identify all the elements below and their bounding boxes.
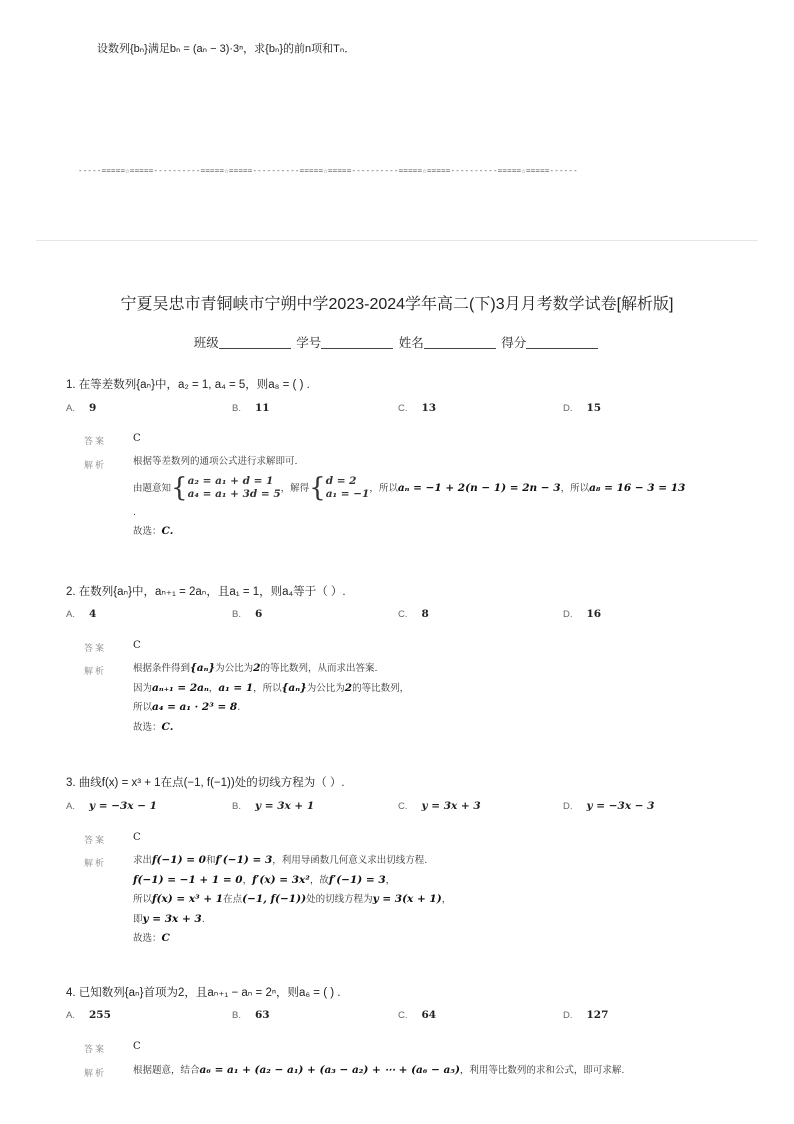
analysis-line (133, 1061, 624, 1081)
option-d[interactable] (563, 402, 601, 414)
page-divider (36, 240, 758, 241)
analysis-text: 故选： (133, 721, 162, 733)
analysis-text: 故选： (133, 526, 162, 537)
option-c[interactable] (398, 800, 481, 812)
formula: y = 3x + 3 (142, 912, 202, 925)
document-title: 宁夏吴忠市青铜峡市宁朔中学2023-2024学年高二(下)3月月考数学试卷[解析版] (120, 296, 674, 313)
analysis-text: ，利用等比数列的求和公式，即可求解. (459, 1065, 625, 1076)
option-b[interactable] (232, 800, 314, 812)
option-letter: D. (563, 403, 573, 414)
formula: f′(−1) = 3 (215, 854, 273, 866)
option-value: 4 (88, 608, 97, 620)
analysis-line (133, 890, 451, 910)
class-field[interactable] (194, 333, 293, 351)
answer-label: 答案 (84, 836, 107, 846)
name-label: 姓名 (398, 336, 424, 350)
analysis-text: ， (385, 874, 396, 886)
equation-system (326, 475, 370, 501)
option-letter: A. (66, 403, 75, 414)
analysis-line (133, 929, 451, 949)
class-blank (219, 336, 291, 349)
question-3-options (66, 800, 766, 816)
question-2-options (66, 608, 766, 624)
formula: (−1, f(−1)) (242, 893, 307, 905)
number-label: 学号 (296, 336, 322, 350)
analysis-text: 的等比数列， (352, 682, 410, 694)
option-value: 127 (586, 1009, 609, 1021)
analysis-text: ，解得 (280, 482, 310, 494)
option-d[interactable] (563, 1009, 608, 1021)
analysis-label: 解析 (84, 1069, 107, 1079)
formula: a₈ = 16 − 3 = 13 (589, 481, 686, 494)
option-value: y = −3x − 1 (88, 800, 157, 812)
formula: aₙ = −1 + 2(n − 1) = 2n − 3 (397, 481, 561, 494)
option-value: 255 (88, 1009, 111, 1021)
option-letter: C. (398, 403, 408, 414)
analysis-text: ，所以 (560, 482, 590, 494)
analysis-line: 根据等差数列的通项公式进行求解即可. (133, 456, 298, 467)
option-value: 63 (254, 1009, 270, 1021)
analysis-text: 的等比数列，从而求出答案. (260, 663, 378, 674)
analysis-line (133, 522, 685, 542)
analysis-text: 故选： (133, 933, 162, 944)
analysis-label: 解析 (84, 667, 107, 677)
answer-label: 答案 (84, 437, 107, 447)
question-2-stem: 2. 在数列{aₙ}中，aₙ₊₁ = 2aₙ，且a₁ = 1，则a₄等于（ ）. (66, 586, 346, 598)
option-c[interactable] (398, 608, 429, 620)
formula: C. (161, 525, 174, 537)
analysis-text: 为公比为 (215, 663, 254, 674)
question-1-stem: 1. 在等差数列{aₙ}中，a₂ = 1, a₄ = 5，则a₈ = ( ) . (66, 379, 310, 391)
name-blank (424, 336, 496, 349)
option-letter: D. (563, 1010, 573, 1021)
option-letter: C. (398, 1010, 408, 1021)
analysis-text: 由题意知 (133, 482, 172, 494)
analysis-line (133, 659, 409, 679)
formula: C. (161, 720, 174, 733)
score-label: 得分 (501, 336, 527, 350)
analysis-text: ， (441, 894, 452, 905)
option-d[interactable] (563, 608, 601, 620)
number-blank (321, 336, 393, 349)
score-field[interactable] (501, 333, 600, 351)
equation-system (188, 475, 281, 501)
option-value: y = −3x − 3 (586, 800, 655, 812)
analysis-text: 所以 (133, 894, 153, 905)
analysis-text: ， (242, 874, 253, 886)
question-2-answer: C (133, 640, 141, 651)
formula: f′(x) = 3x² (252, 873, 310, 886)
formula: C (161, 932, 170, 944)
option-c[interactable] (398, 402, 436, 414)
option-value: 16 (586, 608, 602, 620)
question-3-stem: 3. 曲线f(x) = x³ + 1在点(−1, f(−1))处的切线方程为（ ）. (66, 777, 345, 789)
option-value: 11 (254, 402, 270, 414)
formula: a₄ = a₁ · 2³ = 8 (152, 701, 238, 713)
analysis-line (133, 871, 451, 891)
question-4-options (66, 1009, 766, 1025)
equation: a₂ = a₁ + d = 1 (187, 475, 274, 487)
question-3-answer: C (133, 832, 141, 843)
formula: f′(−1) = 3 (328, 873, 386, 886)
analysis-text: 根据条件得到 (133, 663, 191, 674)
option-letter: D. (563, 609, 573, 620)
equation: a₁ = −1 (325, 488, 370, 500)
option-value: 13 (421, 402, 437, 414)
option-value: 6 (254, 608, 263, 620)
option-a[interactable] (66, 402, 96, 414)
analysis-line (133, 910, 451, 930)
option-letter: A. (66, 801, 75, 812)
analysis-label: 解析 (84, 461, 107, 471)
number-field[interactable] (296, 333, 395, 351)
analysis-line (133, 851, 451, 871)
answer-label: 答案 (84, 1045, 107, 1055)
question-4-stem: 4. 已知数列{aₙ}首项为2，且aₙ₊₁ − aₙ = 2ⁿ，则a₆ = ( ) . (66, 987, 341, 999)
analysis-text: 即 (133, 913, 143, 925)
answer-label: 答案 (84, 644, 107, 654)
brace-icon: { (309, 473, 326, 503)
cut-line-separator: -----=====☆=====----------=====☆=====----------=====☆=====----------=====☆=====----------=====☆=====------ (78, 166, 578, 175)
formula: 2 (253, 662, 261, 674)
option-b[interactable] (232, 402, 270, 414)
option-letter: B. (232, 403, 241, 414)
option-letter: D. (563, 801, 573, 812)
analysis-text: . (201, 913, 205, 925)
question-4-answer: C (133, 1041, 141, 1052)
analysis-text: ，故 (309, 874, 329, 886)
analysis-line (133, 718, 409, 738)
student-info-row (0, 333, 794, 351)
question-1-options (66, 402, 766, 418)
analysis-text: 所以 (133, 702, 153, 713)
formula: a₁ = 1 (218, 681, 254, 694)
class-label: 班级 (193, 336, 219, 350)
formula: {aₙ} (190, 662, 216, 674)
formula: f(−1) = 0 (152, 854, 206, 866)
option-a[interactable] (66, 1009, 111, 1021)
analysis-text: ，所以 (253, 682, 282, 694)
formula: a₆ = a₁ + (a₂ − a₁) + (a₃ − a₂) + ⋯ + (a₆ − a₅) (199, 1064, 460, 1076)
analysis-text: 因为 (133, 682, 153, 694)
analysis-text: 处的切线方程为 (306, 894, 373, 905)
equation: d = 2 (325, 475, 357, 487)
analysis-text: ，利用导函数几何意义求出切线方程. (272, 855, 428, 866)
option-value: 64 (421, 1009, 437, 1021)
option-letter: A. (66, 609, 75, 620)
analysis-line (133, 698, 409, 718)
analysis-line (133, 472, 685, 504)
analysis-text: 根据题意，结合 (133, 1065, 200, 1076)
analysis-text: ， (208, 682, 219, 694)
analysis-text: 求出 (133, 855, 153, 866)
option-d[interactable] (563, 800, 655, 812)
analysis-text: ，所以 (369, 482, 398, 494)
option-value: 9 (88, 402, 97, 414)
intro-question-text: 设数列{bₙ}满足bₙ = (aₙ − 3)·3ⁿ，求{bₙ}的前n项和Tₙ． (97, 43, 356, 55)
question-4-analysis (133, 1061, 624, 1081)
analysis-label: 解析 (84, 859, 107, 869)
analysis-text: 在点 (223, 894, 243, 905)
name-field[interactable] (399, 333, 498, 351)
option-letter: B. (232, 609, 241, 620)
score-blank (526, 336, 598, 349)
formula: y = 3(x + 1) (372, 893, 442, 905)
analysis-text: 和 (206, 855, 216, 866)
formula: 2 (344, 681, 353, 694)
option-b[interactable] (232, 608, 262, 620)
option-b[interactable] (232, 1009, 270, 1021)
option-value: y = 3x + 1 (254, 800, 315, 812)
analysis-line: . (133, 506, 137, 518)
option-letter: B. (232, 801, 241, 812)
formula: aₙ₊₁ = 2aₙ (152, 681, 209, 694)
brace-icon: { (171, 473, 188, 503)
option-c[interactable] (398, 1009, 436, 1021)
question-1-answer: C (133, 433, 141, 444)
analysis-text: 为公比为 (306, 682, 345, 694)
option-letter: C. (398, 609, 408, 620)
equation: a₄ = a₁ + 3d = 5 (187, 488, 281, 500)
analysis-line (133, 679, 409, 699)
formula: {aₙ} (281, 681, 307, 694)
option-letter: C. (398, 801, 408, 812)
question-3-analysis (133, 851, 451, 949)
formula: f(x) = x³ + 1 (152, 893, 224, 905)
option-value: 8 (421, 608, 429, 620)
option-letter: A. (66, 1010, 75, 1021)
option-value: y = 3x + 3 (421, 800, 481, 812)
option-letter: B. (232, 1010, 241, 1021)
analysis-text: . (237, 702, 241, 713)
formula: f(−1) = −1 + 1 = 0 (133, 873, 243, 886)
option-a[interactable] (66, 608, 96, 620)
question-2-analysis (133, 659, 409, 737)
question-1-analysis (133, 453, 685, 542)
option-a[interactable] (66, 800, 157, 812)
option-value: 15 (586, 402, 602, 414)
